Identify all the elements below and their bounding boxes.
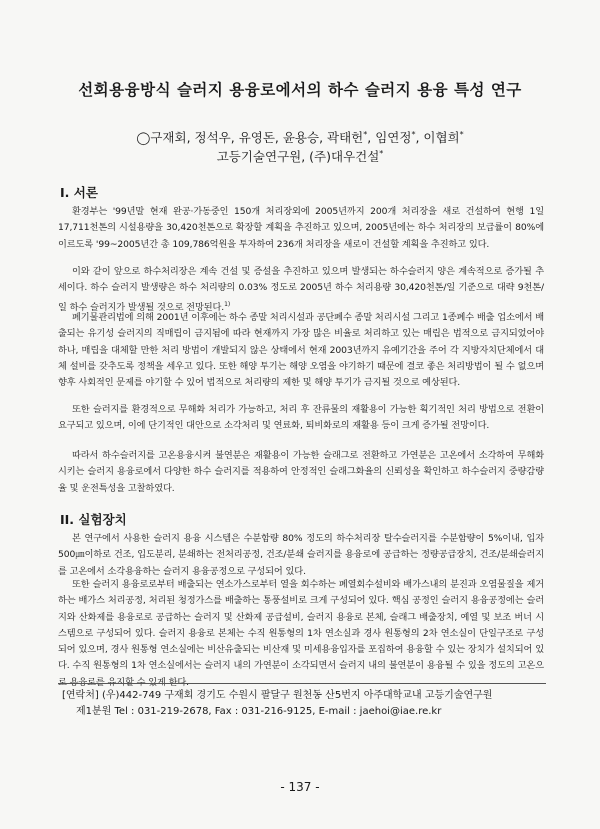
paper-title: 선회용융방식 슬러지 용융로에서의 하수 슬러지 용융 특성 연구 xyxy=(78,81,522,99)
intro-paragraph-2-text: 이와 같이 앞으로 하수처리장은 계속 건설 및 증설을 추진하고 있으며 발생되는 하수슬러지 양은 계속적으로 증가될 추세이다. 하수 슬러지 발생량은 하수 처리량의 0.03% 정도로 2005년 하수 처리용량 30,420천톤/일 기준으로 대략 9천톤/일 하수 슬러지가 발생될 것으로 전망된다. xyxy=(58,266,544,313)
authors-mid: , 임연정 xyxy=(367,130,412,146)
author-star-2: * xyxy=(411,130,416,139)
footer-divider xyxy=(58,683,546,684)
contact-line-1: [연락처] (우)442-749 구재회 경기도 수원시 팔달구 원천동 산5번지 아주대학교내 고등기술연구원 xyxy=(62,690,493,701)
intro-paragraph-1: 환경부는 '99년말 현재 완공·가동중인 150개 처리장외에 2005년까지 200개 처리장을 새로 건설하여 현행 1일 17,711천톤의 시설용량을 30,420천톤으로 확장할 계획을 추진하고 있으며, 2005년에는 하수 처리장의 보급률이 80%에 이르도록 '99~2005년간 총 109,786억원을 투자하여 236개 처리장을 새로이 건설할 계획을 추진하고 있다. xyxy=(58,206,544,250)
apparatus-paragraph-2: 또한 슬러지 용융로로부터 배출되는 연소가스로부터 열을 회수하는 폐열회수설비와 배가스내의 분진과 오염물질을 제거하는 배가스 처리공정, 처리된 청정가스를 배출하는 통풍설비로 크게 구성되어 있다. 핵심 공정인 슬러지 용융공정에는 슬러지와 산화제를 용융로로 공급하는 슬러지 및 산화제 공급설비, 슬러지 용융로 본체, 슬래그 배출장치, 예열 및 보조 버너 시스템으로 구성되어 있다. 슬러지 용융로 본체는 수직 원통형의 1차 연소실과 경사 원통형의 2차 연소실이 단일구조로 구성되어 있으며, 경사 원통형 연소실에는 비산유출되는 비산재 및 미세용융입자를 포집하여 용융할 수 있는 장치가 설치되어 있다. 수직 원통형의 1차 연소실에서는 슬러지 내의 가연분이 소각되면서 슬러지 내의 불연분이 용융될 수 있을 정도의 고온으로 용융로를 유지할 수 있게 한다. xyxy=(58,579,544,688)
section-heading-apparatus: II. 실험장치 xyxy=(60,512,127,527)
section-heading-intro: I. 서론 xyxy=(60,185,98,200)
authors-last: , 이협희 xyxy=(415,130,460,146)
affiliation-star: * xyxy=(379,148,384,158)
intro-paragraph-5: 따라서 하수슬러지를 고온용융시켜 불연분은 재활용이 가능한 슬래그로 전환하고 가연분은 고온에서 소각하여 무해화 시키는 슬러지 용융로에서 다양한 하수 슬러지를 적용하여 안정적인 슬래그화율의 신뢰성을 확인하고 하수슬러지 중량감량율 및 운전특성을 고찰하였다. xyxy=(58,450,544,494)
contact-line-2: 제1분원 Tel : 031-219-2678, Fax : 031-216-9125, E-mail : jaehoi@iae.re.kr xyxy=(76,706,442,717)
apparatus-paragraph-1: 본 연구에서 사용한 슬러지 용융 시스템은 수분함량 80% 정도의 하수처리장 탈수슬러지를 수분함량이 5%이내, 입자 500㎛이하로 건조, 입도분리, 분쇄하는 전처리공정, 건조/분쇄 슬러지를 용융로에 공급하는 정량공급장치, 건조/분쇄슬러지를 고온에서 소각용융하는 슬러지 용융공정으로 구성되어 있다. xyxy=(58,533,544,577)
page-number: - 137 - xyxy=(280,780,320,794)
intro-paragraph-4: 또한 슬러지를 환경적으로 무해화 처리가 가능하고, 처리 후 잔류물의 재활용이 가능한 획기적인 처리 방법으로 전환이 요구되고 있으며, 이에 단기적인 대안으로 소각처리 및 연료화, 퇴비화로의 재활용 등이 크게 증가될 전망이다. xyxy=(58,404,544,432)
affiliation-text: 고등기술연구원, (주)대우건설 xyxy=(216,149,380,164)
intro-paragraph-3: 폐기물관리법에 의해 2001년 이후에는 하수 종말 처리시설과 공단폐수 종말 처리시설 그리고 1종폐수 배출 업소에서 배출되는 유기성 슬러지의 직매립이 금지됨에 따라 현재까지 가장 많은 비율로 처리하고 있는 매립은 법적으로 금지되었어야 하나, 매립을 대체할 만한 처리 방법이 개발되지 않은 상태에서 현재 2003년까지 유예기간을 주어 각 지방자치단체에서 대체 설비를 갖추도록 정책을 세우고 있다. 또한 해양 투기는 해양 오염을 야기하기 때문에 결코 좋은 처리방법이 될 수 없으며 향후 사회적인 문제를 야기할 수 있어 법적으로 처리량의 제한 및 해양 투기가 금지될 것으로 예상된다. xyxy=(58,312,544,389)
authors-main: 구재회, 정석우, 유영돈, 윤용승, 곽태헌 xyxy=(150,130,364,146)
intro-paragraph-2 xyxy=(58,264,544,316)
contact-info xyxy=(62,688,492,720)
presenter-marker: ◯ xyxy=(136,130,151,146)
footnote-ref: 1) xyxy=(224,300,231,308)
author-list xyxy=(0,125,600,148)
affiliation xyxy=(0,147,600,165)
author-star-3: * xyxy=(459,130,464,139)
author-star-1: * xyxy=(363,130,368,139)
